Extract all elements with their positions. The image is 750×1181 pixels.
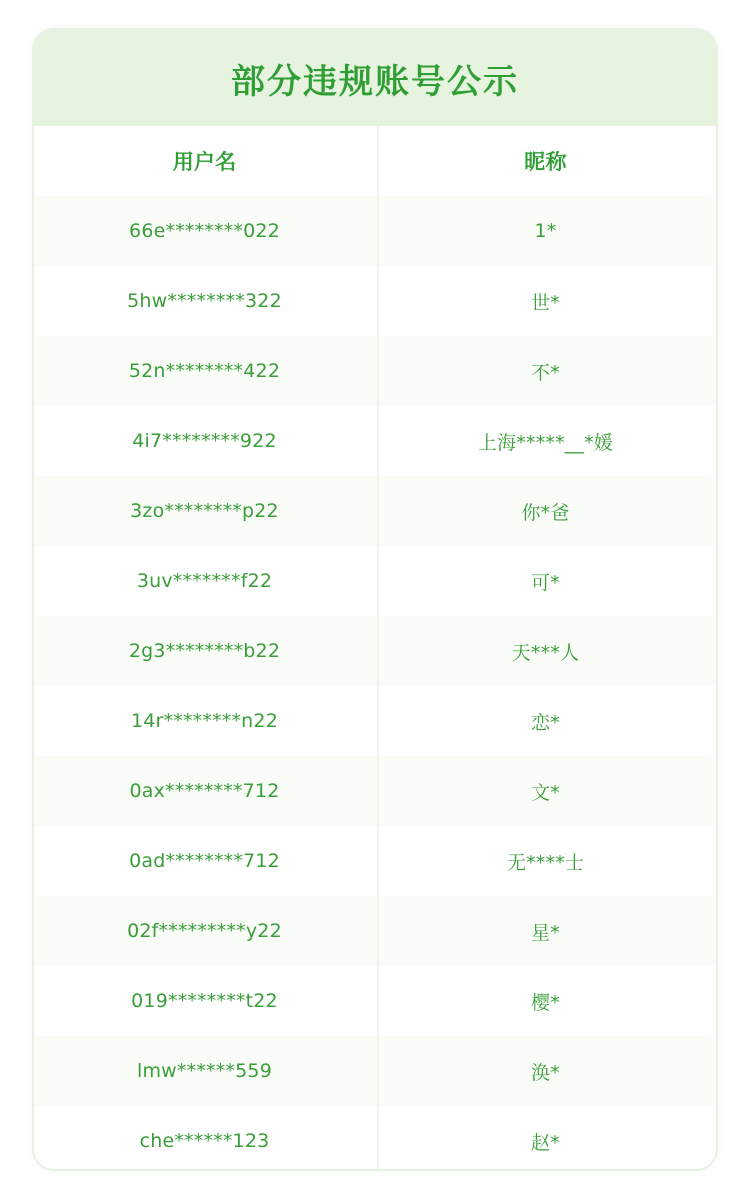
- username-cell: 14r********n22: [130, 710, 278, 732]
- table-row: [34, 686, 716, 756]
- table-row: [34, 756, 716, 826]
- username-cell: 3zo********p22: [130, 500, 279, 522]
- username-cell: che******123: [139, 1130, 270, 1152]
- username-cell: 0ax********712: [129, 780, 280, 802]
- username-cell: 4i7********922: [132, 430, 277, 452]
- nickname-cell: 1*: [534, 220, 557, 242]
- table-row: [34, 266, 716, 336]
- table-row: [34, 616, 716, 686]
- nickname-cell: 赵*: [531, 1131, 560, 1154]
- nickname-cell: 天***人: [511, 641, 580, 664]
- username-cell: 66e********022: [129, 220, 280, 242]
- username-cell: 2g3********b22: [128, 640, 281, 662]
- table-row: [34, 476, 716, 546]
- table-row: [34, 336, 716, 406]
- nickname-cell: 你*爸: [521, 501, 570, 524]
- nickname-cell: 星*: [531, 921, 560, 944]
- column-header-nickname: 昵称: [524, 150, 567, 174]
- username-cell: 019********t22: [131, 990, 278, 1012]
- nickname-cell: 世*: [531, 291, 560, 314]
- nickname-cell: 文*: [531, 781, 560, 804]
- table-row: [34, 826, 716, 896]
- username-cell: 0ad********712: [129, 850, 280, 872]
- table-row: [34, 1106, 716, 1171]
- page-title: 部分违规账号公示: [231, 61, 519, 102]
- accounts-table: [34, 126, 716, 1171]
- table-row: [34, 896, 716, 966]
- table-body: [34, 196, 716, 1171]
- username-cell: lmw******559: [137, 1060, 272, 1082]
- username-cell: 5hw********322: [127, 290, 282, 312]
- table-row: [34, 966, 716, 1036]
- nickname-cell: 可*: [531, 571, 560, 594]
- username-cell: 52n********422: [128, 360, 281, 382]
- column-divider: [377, 126, 379, 1171]
- nickname-cell: 樱*: [531, 991, 560, 1014]
- table-row: [34, 546, 716, 616]
- nickname-cell: 上海*****__*媛: [477, 431, 614, 454]
- nickname-cell: 涣*: [531, 1061, 560, 1084]
- username-cell: 3uv*******f22: [136, 570, 273, 592]
- table-header: [34, 126, 716, 196]
- title-bar: [34, 30, 716, 126]
- username-cell: 02f*********y22: [127, 920, 282, 942]
- nickname-cell: 恋*: [531, 711, 560, 734]
- table-row: [34, 1036, 716, 1106]
- table-row: [34, 196, 716, 266]
- table-row: [34, 406, 716, 476]
- column-header-username: 用户名: [172, 150, 237, 174]
- nickname-cell: 不*: [531, 361, 560, 384]
- nickname-cell: 无****士: [506, 851, 585, 874]
- violation-accounts-card: [32, 28, 718, 1171]
